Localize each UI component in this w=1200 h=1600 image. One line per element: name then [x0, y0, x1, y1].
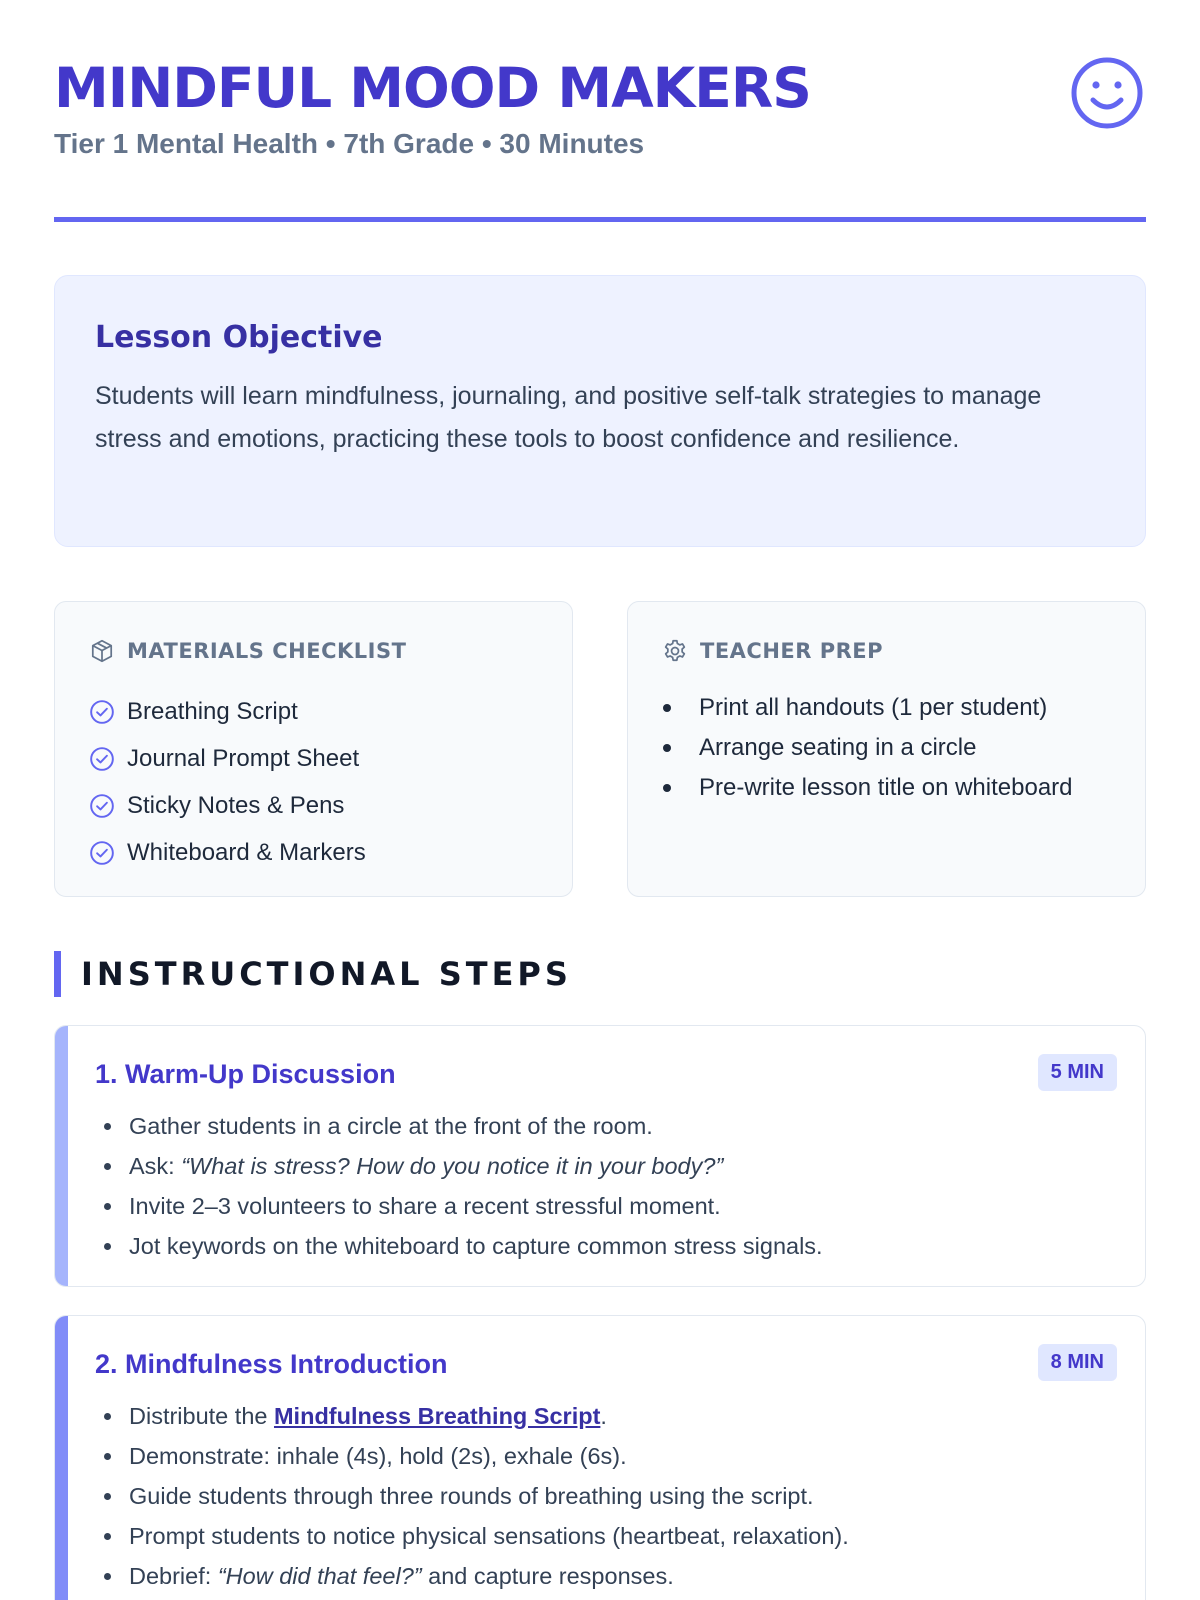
- step-item: [95, 1396, 1115, 1436]
- gear-icon: [662, 638, 688, 664]
- prep-item: [662, 728, 1109, 768]
- prep-item-label: Pre-write lesson title on whiteboard: [699, 774, 1073, 801]
- box-icon: [89, 638, 115, 664]
- step-title: 2. Mindfulness Introduction: [95, 1349, 448, 1379]
- prep-item: [662, 768, 1109, 808]
- material-item: [89, 735, 536, 782]
- material-item: [89, 829, 536, 876]
- step-item-text: Jot keywords on the whiteboard to capture common stress signals.: [129, 1232, 823, 1259]
- materials-list: [89, 688, 536, 876]
- step-card: [54, 1025, 1146, 1287]
- instructional-steps-heading: [54, 951, 1146, 997]
- duration-badge: 8 MIN: [1038, 1344, 1117, 1381]
- step-item: [95, 1186, 1115, 1226]
- material-item: [89, 782, 536, 829]
- check-circle-icon: [89, 793, 115, 819]
- step-item-suffix: .: [600, 1402, 607, 1429]
- check-circle-icon: [89, 699, 115, 725]
- step-item: [95, 1226, 1115, 1266]
- prep-cards: [54, 601, 1146, 897]
- step-item: [95, 1556, 1115, 1596]
- lesson-meta: Tier 1 Mental Health • 7th Grade • 30 Minutes: [54, 128, 645, 159]
- lesson-header: [54, 0, 1146, 222]
- section-title: INSTRUCTIONAL STEPS: [81, 955, 572, 993]
- objective-heading: Lesson Objective: [95, 320, 383, 355]
- step-item-text: Gather students in a circle at the front of the room.: [129, 1112, 653, 1139]
- step-item-text: Invite 2–3 volunteers to share a recent stressful moment.: [129, 1192, 721, 1219]
- teacher-prep-card: [627, 601, 1146, 897]
- step-list: [95, 1106, 1115, 1266]
- step-item-quote: “How did that feel?”: [217, 1562, 422, 1589]
- step-item-quote: “What is stress? How do you notice it in your body?”: [181, 1152, 724, 1179]
- smiley-face-icon: [1070, 56, 1144, 130]
- teacher-prep-list: [662, 688, 1109, 808]
- step-item-text: Guide students through three rounds of breathing using the script.: [129, 1482, 814, 1509]
- prep-item: [662, 688, 1109, 728]
- step-accent-bar: [55, 1026, 68, 1286]
- step-item: [95, 1516, 1115, 1556]
- duration-badge: 5 MIN: [1038, 1054, 1117, 1091]
- prep-item-label: Print all handouts (1 per student): [699, 694, 1048, 721]
- step-item-suffix: and capture responses.: [421, 1562, 674, 1589]
- step-title: 1. Warm-Up Discussion: [95, 1059, 396, 1089]
- objective-text: Students will learn mindfulness, journaling, and positive self-talk strategies to manage stress and emotions, practicing these tools to boost confidence and resilience.: [95, 382, 1042, 453]
- materials-checklist-card: [54, 601, 573, 897]
- step-item: [95, 1146, 1115, 1186]
- step-card: [54, 1315, 1146, 1600]
- prep-item-label: Arrange seating in a circle: [699, 734, 977, 761]
- lesson-objective-card: [54, 275, 1146, 547]
- step-item: [95, 1106, 1115, 1146]
- step-item: [95, 1476, 1115, 1516]
- step-item-prefix: Debrief:: [129, 1562, 218, 1589]
- page-title: MINDFUL MOOD MAKERS: [54, 56, 811, 120]
- check-circle-icon: [89, 746, 115, 772]
- step-list: [95, 1396, 1115, 1596]
- step-item-text: Prompt students to notice physical sensations (heartbeat, relaxation).: [129, 1522, 849, 1549]
- teacher-prep-heading: TEACHER PREP: [700, 639, 884, 663]
- step-item-prefix: Ask:: [129, 1152, 182, 1179]
- material-label: Journal Prompt Sheet: [127, 744, 360, 772]
- materials-heading: MATERIALS CHECKLIST: [127, 639, 407, 663]
- breathing-script-link[interactable]: Mindfulness Breathing Script: [273, 1402, 601, 1429]
- material-label: Sticky Notes & Pens: [127, 791, 345, 819]
- step-item-text: Demonstrate: inhale (4s), hold (2s), exhale (6s).: [129, 1442, 627, 1469]
- material-label: Breathing Script: [127, 697, 298, 725]
- material-label: Whiteboard & Markers: [127, 838, 366, 866]
- step-item-prefix: Distribute the: [129, 1402, 274, 1429]
- step-accent-bar: [55, 1316, 68, 1600]
- check-circle-icon: [89, 840, 115, 866]
- step-item: [95, 1436, 1115, 1476]
- material-item: [89, 688, 536, 735]
